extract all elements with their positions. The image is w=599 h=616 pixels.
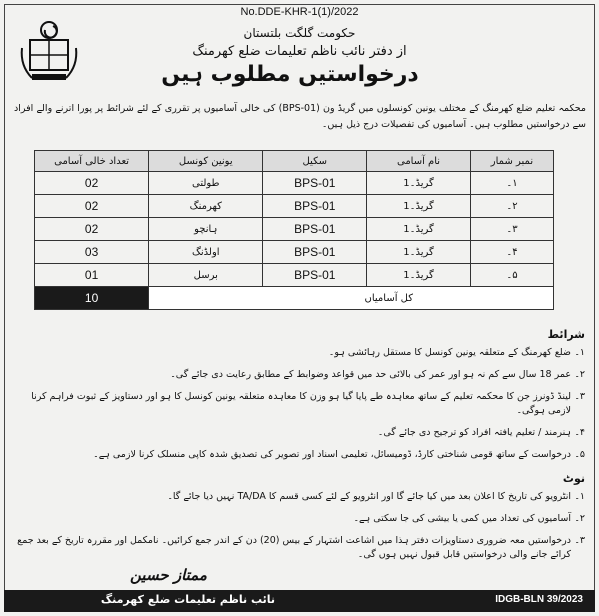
cell-uc: کھرمنگ: [149, 195, 263, 218]
cell-scale: BPS-01: [263, 218, 367, 241]
cell-post: گریڈ۔1: [367, 218, 471, 241]
intro-paragraph: محکمہ تعلیم ضلع کھرمنگ کے مختلف یونین کونسلوں میں گریڈ ون (BPS-01) کی خالی آسامیوں پر تقرری کے لئے شرائط پر پورا اترنے والے افراد سے درخواستیں مطلوب ہیں۔ آسامیوں کی تفصیلات درج ذیل ہیں۔: [14, 103, 586, 130]
footer-office: نائب ناظم تعلیمات ضلع کھرمنگ: [100, 593, 275, 606]
cell-uc: طولتی: [149, 172, 263, 195]
table-header-row: [35, 151, 554, 172]
table-row: [35, 241, 554, 264]
cell-count: 01: [35, 264, 149, 287]
footer-code: IDGB-BLN 39/2023: [495, 594, 583, 605]
conditions-title: شرائط: [547, 328, 585, 341]
cell-count: 02: [35, 172, 149, 195]
table-row: [35, 172, 554, 195]
cell-post: گریڈ۔1: [367, 241, 471, 264]
cell-post: گریڈ۔1: [367, 172, 471, 195]
header-scale: سکیل: [263, 151, 367, 172]
notes-list: [15, 490, 585, 570]
cell-serial: ۴۔: [470, 241, 553, 264]
cell-scale: BPS-01: [263, 241, 367, 264]
cell-scale: BPS-01: [263, 264, 367, 287]
list-item: ۱۔ انٹرویو کی تاریخ کا اعلان بعد میں کیا جائے گا اور انٹرویو کے لئے کسی قسم کا TA/DA نہیں دیا جائے گا۔: [167, 491, 585, 502]
total-count: 10: [35, 287, 149, 310]
table-total-row: [35, 287, 554, 310]
cell-scale: BPS-01: [263, 195, 367, 218]
signature: ممتاز حسین: [130, 566, 207, 584]
table-row: [35, 218, 554, 241]
notes-title: نوٹ: [562, 472, 585, 485]
conditions-list: [15, 346, 585, 470]
list-item: ۲۔ عمر 18 سال سے کم نہ ہو اور عمر کی بالائی حد میں قواعد وضوابط کے مطابق رعایت دی جائے گی۔: [170, 369, 585, 380]
list-item: ۴۔ ہنرمند / تعلیم یافتہ افراد کو ترجیح دی جائے گی۔: [377, 427, 585, 438]
vacancies-table: [34, 150, 554, 310]
cell-post: گریڈ۔1: [367, 195, 471, 218]
cell-uc: ہانچو: [149, 218, 263, 241]
header-post: نام آسامی: [367, 151, 471, 172]
advertisement-title: درخواستیں مطلوب ہیں: [161, 62, 419, 87]
list-item: ۳۔ درخواستیں معہ ضروری دستاویزات دفتر ہذا میں اشاعت اشتہار کے بیس (20) دن کے اندر جمع کرائیں۔ نامکمل اور مقررہ تاریخ کے بعد جمع کرائے جانے والی درخواستیں قابل قبول نہیں ہوں گی۔: [17, 535, 585, 560]
cell-serial: ۱۔: [470, 172, 553, 195]
cell-post: گریڈ۔1: [367, 264, 471, 287]
footer-bar: [4, 590, 595, 612]
cell-count: 02: [35, 218, 149, 241]
cell-serial: ۲۔: [470, 195, 553, 218]
cell-uc: برسل: [149, 264, 263, 287]
table-row: [35, 195, 554, 218]
cell-count: 02: [35, 195, 149, 218]
cell-count: 03: [35, 241, 149, 264]
cell-serial: ۳۔: [470, 218, 553, 241]
reference-number: No.DDE-KHR-1(1)/2022: [240, 6, 359, 18]
header-serial: نمبر شمار: [470, 151, 553, 172]
cell-serial: ۵۔: [470, 264, 553, 287]
list-item: ۱۔ ضلع کھرمنگ کے متعلقہ یونین کونسل کا مستقل رہائشی ہو۔: [328, 347, 585, 358]
header-uc: یونین کونسل: [149, 151, 263, 172]
header-count: تعداد خالی آسامی: [35, 151, 149, 172]
cell-scale: BPS-01: [263, 172, 367, 195]
cell-uc: اولڈنگ: [149, 241, 263, 264]
list-item: ۵۔ درخواست کے ساتھ قومی شناختی کارڈ، ڈومیسائل، تعلیمی اسناد اور تصویر کی تصدیق شدہ کاپی منسلک کرنا لازمی ہے۔: [93, 449, 585, 460]
office-name: از دفتر نائب ناظم تعلیمات ضلع کھرمنگ: [192, 44, 407, 59]
list-item: ۳۔ لینڈ ڈونرز جن کا محکمہ تعلیم کے ساتھ معاہدہ طے پایا گیا ہو وزن کا معاہدہ متعلقہ یونین کونسل کا ہو اور دستاویز کے ثبوت فراہم کرنا لازمی ہوگی۔: [31, 391, 585, 416]
table-row: [35, 264, 554, 287]
government-name: حکومت گلگت بلتستان: [243, 26, 356, 40]
list-item: ۲۔ آسامیوں کی تعداد میں کمی یا بیشی کی جا سکتی ہے۔: [353, 513, 585, 524]
total-label: کل آسامیاں: [149, 287, 554, 310]
